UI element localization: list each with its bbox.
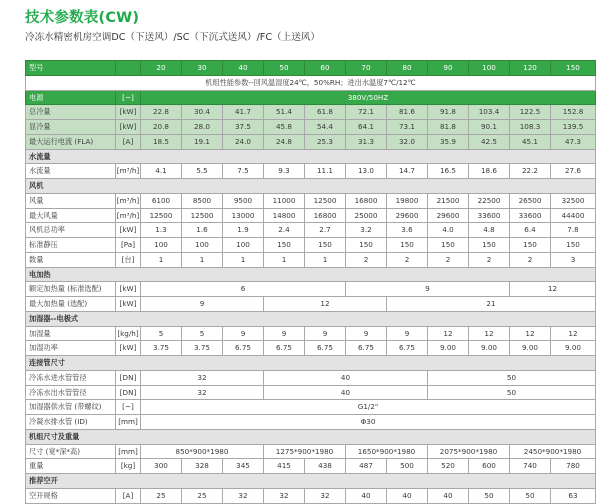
- model-cell: 120: [510, 61, 551, 76]
- row-unit: [A]: [116, 134, 141, 149]
- row-unit: [kW]: [116, 282, 141, 297]
- value-cell: 2: [387, 252, 428, 267]
- value-cell: 25.3: [305, 134, 346, 149]
- notes-row: [26, 75, 596, 90]
- row-label: 冷冻水进水管管径: [26, 370, 116, 385]
- value-cell: 28.0: [182, 120, 223, 135]
- value-cell: 6.75: [305, 341, 346, 356]
- section-header: 水流量: [26, 149, 596, 164]
- value-cell: 9.00: [428, 341, 469, 356]
- value-cell: 3.75: [141, 341, 182, 356]
- value-cell: 6.4: [510, 223, 551, 238]
- section-header: 机组尺寸及重量: [26, 429, 596, 444]
- header-label: 型号: [26, 61, 116, 76]
- section-row: [26, 474, 596, 489]
- value-cell: 12500: [141, 208, 182, 223]
- value-cell: 29600: [428, 208, 469, 223]
- row-label: 加湿量: [26, 326, 116, 341]
- value-cell: 61.8: [305, 105, 346, 120]
- value-cell: 22.2: [510, 164, 551, 179]
- row-label: 额定加热量 (标准选配): [26, 282, 116, 297]
- row-label: 尺寸 (宽*深*高): [26, 444, 116, 459]
- power-row: [26, 90, 596, 105]
- value-cell: 12: [264, 297, 387, 312]
- value-cell: 50: [428, 370, 596, 385]
- value-cell: 1.9: [223, 223, 264, 238]
- value-cell: 4.0: [428, 223, 469, 238]
- value-cell: 37.5: [223, 120, 264, 135]
- value-cell: 152.8: [551, 105, 596, 120]
- spec-table: [25, 60, 596, 504]
- value-cell: 415: [264, 459, 305, 474]
- value-cell: 31.3: [346, 134, 387, 149]
- row-label: 显冷量: [26, 120, 116, 135]
- model-cell: 90: [428, 61, 469, 76]
- value-cell: 7.5: [223, 164, 264, 179]
- section-row: [26, 149, 596, 164]
- value-cell: 18.6: [469, 164, 510, 179]
- value-cell: 26500: [510, 193, 551, 208]
- value-cell: 2.7: [305, 223, 346, 238]
- row-unit: [kW]: [116, 223, 141, 238]
- table-row: [26, 282, 596, 297]
- value-cell: 6.75: [346, 341, 387, 356]
- value-cell: 520: [428, 459, 469, 474]
- row-unit: [Pa]: [116, 238, 141, 253]
- row-label: 空开规格: [26, 488, 116, 503]
- row-unit: [台]: [116, 252, 141, 267]
- value-cell: 1275*900*1980: [264, 444, 346, 459]
- value-cell: 30.4: [182, 105, 223, 120]
- value-cell: 150: [469, 238, 510, 253]
- value-cell: 5.5: [182, 164, 223, 179]
- model-cell: 50: [264, 61, 305, 76]
- value-cell: 9: [305, 326, 346, 341]
- row-label: 数量: [26, 252, 116, 267]
- section-header: 连接管尺寸: [26, 356, 596, 371]
- row-label: 标准静压: [26, 238, 116, 253]
- value-cell: 150: [428, 238, 469, 253]
- value-cell: 438: [305, 459, 346, 474]
- value-cell: 3.75: [182, 341, 223, 356]
- value-cell: 72.1: [346, 105, 387, 120]
- table-row: [26, 164, 596, 179]
- value-cell: 16800: [305, 208, 346, 223]
- value-cell: 9500: [223, 193, 264, 208]
- value-cell: 6100: [141, 193, 182, 208]
- row-unit: [~]: [116, 400, 141, 415]
- value-cell: 150: [305, 238, 346, 253]
- section-header: 推荐空开: [26, 474, 596, 489]
- value-cell: 42.5: [469, 134, 510, 149]
- value-cell: 3.6: [387, 223, 428, 238]
- table-row: [26, 252, 596, 267]
- value-cell: 103.4: [469, 105, 510, 120]
- value-cell: 1: [305, 252, 346, 267]
- value-cell: 9.00: [469, 341, 510, 356]
- value-cell: 13000: [223, 208, 264, 223]
- value-cell: 1: [182, 252, 223, 267]
- value-cell: 150: [387, 238, 428, 253]
- value-cell: 19.1: [182, 134, 223, 149]
- notes-cell: 机组性能参数--回风温湿度24℃，50%RH；进出水温度7℃/12℃: [26, 75, 596, 90]
- row-unit: [~]: [116, 90, 141, 105]
- value-cell: 32500: [551, 193, 596, 208]
- table-row: [26, 488, 596, 503]
- row-label: 冷冻水出水管管径: [26, 385, 116, 400]
- model-cell: 80: [387, 61, 428, 76]
- value-cell: 150: [346, 238, 387, 253]
- value-cell: 41.7: [223, 105, 264, 120]
- table-row: [26, 400, 596, 415]
- value-cell: 40: [387, 488, 428, 503]
- value-cell: 5: [182, 326, 223, 341]
- row-unit: [m³/h]: [116, 164, 141, 179]
- value-cell: 122.5: [510, 105, 551, 120]
- header-blank: [116, 61, 141, 76]
- section-header: 电加热: [26, 267, 596, 282]
- value-cell: 6.75: [387, 341, 428, 356]
- value-cell: 2075*900*1980: [428, 444, 510, 459]
- value-cell: 12500: [305, 193, 346, 208]
- value-cell: 9: [141, 297, 264, 312]
- value-cell: 2: [428, 252, 469, 267]
- value-cell: 32.0: [387, 134, 428, 149]
- table-row: [26, 415, 596, 430]
- row-unit: [DN]: [116, 370, 141, 385]
- value-cell: 1: [141, 252, 182, 267]
- value-cell: 13.0: [346, 164, 387, 179]
- row-label: 风量: [26, 193, 116, 208]
- value-cell: 7.8: [551, 223, 596, 238]
- value-cell: 9.00: [551, 341, 596, 356]
- value-cell: Φ30: [141, 415, 596, 430]
- value-cell: 600: [469, 459, 510, 474]
- model-cell: 20: [141, 61, 182, 76]
- value-cell: 35.9: [428, 134, 469, 149]
- section-row: [26, 429, 596, 444]
- value-cell: 740: [510, 459, 551, 474]
- value-cell: 54.4: [305, 120, 346, 135]
- row-unit: [kW]: [116, 120, 141, 135]
- value-cell: 73.1: [387, 120, 428, 135]
- value-cell: 20.8: [141, 120, 182, 135]
- header-row: [26, 61, 596, 76]
- table-row: [26, 297, 596, 312]
- model-cell: 40: [223, 61, 264, 76]
- value-cell: 500: [387, 459, 428, 474]
- value-cell: 22.8: [141, 105, 182, 120]
- value-cell: 9.3: [264, 164, 305, 179]
- value-cell: 3: [551, 252, 596, 267]
- model-cell: 100: [469, 61, 510, 76]
- value-cell: 150: [264, 238, 305, 253]
- row-label: 风机总功率: [26, 223, 116, 238]
- row-label: 加湿功率: [26, 341, 116, 356]
- value-cell: 1650*900*1980: [346, 444, 428, 459]
- value-cell: 9: [223, 326, 264, 341]
- row-label: 最大加热量 (选配): [26, 297, 116, 312]
- value-cell: 32: [141, 370, 264, 385]
- value-cell: 6: [141, 282, 346, 297]
- value-cell: 487: [346, 459, 387, 474]
- value-cell: 9: [346, 282, 510, 297]
- value-cell: 150: [510, 238, 551, 253]
- value-cell: 24.0: [223, 134, 264, 149]
- table-row: [26, 223, 596, 238]
- value-cell: 11000: [264, 193, 305, 208]
- value-cell: 16.5: [428, 164, 469, 179]
- row-unit: [DN]: [116, 385, 141, 400]
- row-label: 总冷量: [26, 105, 116, 120]
- section-row: [26, 356, 596, 371]
- table-row: [26, 444, 596, 459]
- value-cell: 3.2: [346, 223, 387, 238]
- value-cell: 9.00: [510, 341, 551, 356]
- value-cell: 6.75: [223, 341, 264, 356]
- value-cell: 40: [428, 488, 469, 503]
- table-row: [26, 459, 596, 474]
- value-cell: 16800: [346, 193, 387, 208]
- value-cell: 5: [141, 326, 182, 341]
- value-cell: 6.75: [264, 341, 305, 356]
- value-cell: 81.8: [428, 120, 469, 135]
- section-header: 风机: [26, 179, 596, 194]
- value-cell: G1/2": [141, 400, 596, 415]
- row-unit: [kW]: [116, 105, 141, 120]
- value-cell: 1: [264, 252, 305, 267]
- value-cell: 2.4: [264, 223, 305, 238]
- value-cell: 12: [428, 326, 469, 341]
- value-cell: 108.3: [510, 120, 551, 135]
- value-cell: 150: [551, 238, 596, 253]
- value-cell: 44400: [551, 208, 596, 223]
- row-unit: [m³/h]: [116, 208, 141, 223]
- table-row: [26, 326, 596, 341]
- value-cell: 850*900*1980: [141, 444, 264, 459]
- value-cell: 33600: [510, 208, 551, 223]
- value-cell: 32: [223, 488, 264, 503]
- value-cell: 91.8: [428, 105, 469, 120]
- value-cell: 4.1: [141, 164, 182, 179]
- table-row: [26, 385, 596, 400]
- value-cell: 139.5: [551, 120, 596, 135]
- value-cell: 29600: [387, 208, 428, 223]
- value-cell: 14800: [264, 208, 305, 223]
- table-row: [26, 341, 596, 356]
- value-cell: 25: [182, 488, 223, 503]
- value-cell: 90.1: [469, 120, 510, 135]
- section-header: 加湿器--电极式: [26, 311, 596, 326]
- power-value: 380V/50HZ: [141, 90, 596, 105]
- value-cell: 25: [141, 488, 182, 503]
- row-label: 最大运行电流 (FLA): [26, 134, 116, 149]
- value-cell: 9: [264, 326, 305, 341]
- value-cell: 12: [551, 326, 596, 341]
- value-cell: 1.3: [141, 223, 182, 238]
- value-cell: 50: [428, 385, 596, 400]
- page-subtitle: 冷冻水精密机房空调DC（下送风）/SC（下沉式送风）/FC（上送风）: [25, 32, 320, 43]
- value-cell: 11.1: [305, 164, 346, 179]
- value-cell: 1.6: [182, 223, 223, 238]
- value-cell: 2: [346, 252, 387, 267]
- page-title: 技术参数表(CW): [25, 10, 140, 26]
- value-cell: 21500: [428, 193, 469, 208]
- value-cell: 47.3: [551, 134, 596, 149]
- row-label: 水流量: [26, 164, 116, 179]
- value-cell: 100: [223, 238, 264, 253]
- value-cell: 63: [551, 488, 596, 503]
- value-cell: 64.1: [346, 120, 387, 135]
- value-cell: 18.5: [141, 134, 182, 149]
- value-cell: 12: [510, 326, 551, 341]
- value-cell: 40: [264, 385, 428, 400]
- model-cell: 30: [182, 61, 223, 76]
- value-cell: 22500: [469, 193, 510, 208]
- value-cell: 45.8: [264, 120, 305, 135]
- model-cell: 70: [346, 61, 387, 76]
- table-row: [26, 208, 596, 223]
- table-row: [26, 370, 596, 385]
- value-cell: 25000: [346, 208, 387, 223]
- row-unit: [kW]: [116, 297, 141, 312]
- value-cell: 32: [141, 385, 264, 400]
- table-row: [26, 105, 596, 120]
- value-cell: 12: [469, 326, 510, 341]
- value-cell: 12500: [182, 208, 223, 223]
- value-cell: 33600: [469, 208, 510, 223]
- value-cell: 32: [305, 488, 346, 503]
- row-unit: [kg]: [116, 459, 141, 474]
- row-label: 重量: [26, 459, 116, 474]
- value-cell: 9: [346, 326, 387, 341]
- value-cell: 51.4: [264, 105, 305, 120]
- value-cell: 19800: [387, 193, 428, 208]
- value-cell: 345: [223, 459, 264, 474]
- row-unit: [A]: [116, 488, 141, 503]
- section-row: [26, 311, 596, 326]
- value-cell: 81.6: [387, 105, 428, 120]
- value-cell: 40: [346, 488, 387, 503]
- value-cell: 50: [510, 488, 551, 503]
- value-cell: 4.8: [469, 223, 510, 238]
- section-row: [26, 267, 596, 282]
- model-cell: 60: [305, 61, 346, 76]
- value-cell: 14.7: [387, 164, 428, 179]
- model-cell: 150: [551, 61, 596, 76]
- row-unit: [kW]: [116, 341, 141, 356]
- table-row: [26, 238, 596, 253]
- value-cell: 12: [510, 282, 596, 297]
- value-cell: 32: [264, 488, 305, 503]
- value-cell: 300: [141, 459, 182, 474]
- value-cell: 50: [469, 488, 510, 503]
- value-cell: 40: [264, 370, 428, 385]
- value-cell: 2: [469, 252, 510, 267]
- row-unit: [m³/h]: [116, 193, 141, 208]
- row-label: 最大风量: [26, 208, 116, 223]
- value-cell: 9: [387, 326, 428, 341]
- value-cell: 328: [182, 459, 223, 474]
- row-label: 冷凝水排水管 (ID): [26, 415, 116, 430]
- value-cell: 2: [510, 252, 551, 267]
- value-cell: 8500: [182, 193, 223, 208]
- value-cell: 100: [182, 238, 223, 253]
- value-cell: 24.8: [264, 134, 305, 149]
- value-cell: 45.1: [510, 134, 551, 149]
- value-cell: 27.6: [551, 164, 596, 179]
- table-row: [26, 120, 596, 135]
- value-cell: 100: [141, 238, 182, 253]
- section-row: [26, 179, 596, 194]
- table-row: [26, 193, 596, 208]
- table-row: [26, 134, 596, 149]
- row-label: 加湿器供水管 (带螺纹): [26, 400, 116, 415]
- row-unit: [mm]: [116, 415, 141, 430]
- value-cell: 1: [223, 252, 264, 267]
- value-cell: 780: [551, 459, 596, 474]
- row-unit: [kg/h]: [116, 326, 141, 341]
- value-cell: 21: [387, 297, 596, 312]
- row-label: 电源: [26, 90, 116, 105]
- row-unit: [mm]: [116, 444, 141, 459]
- value-cell: 2450*900*1980: [510, 444, 596, 459]
